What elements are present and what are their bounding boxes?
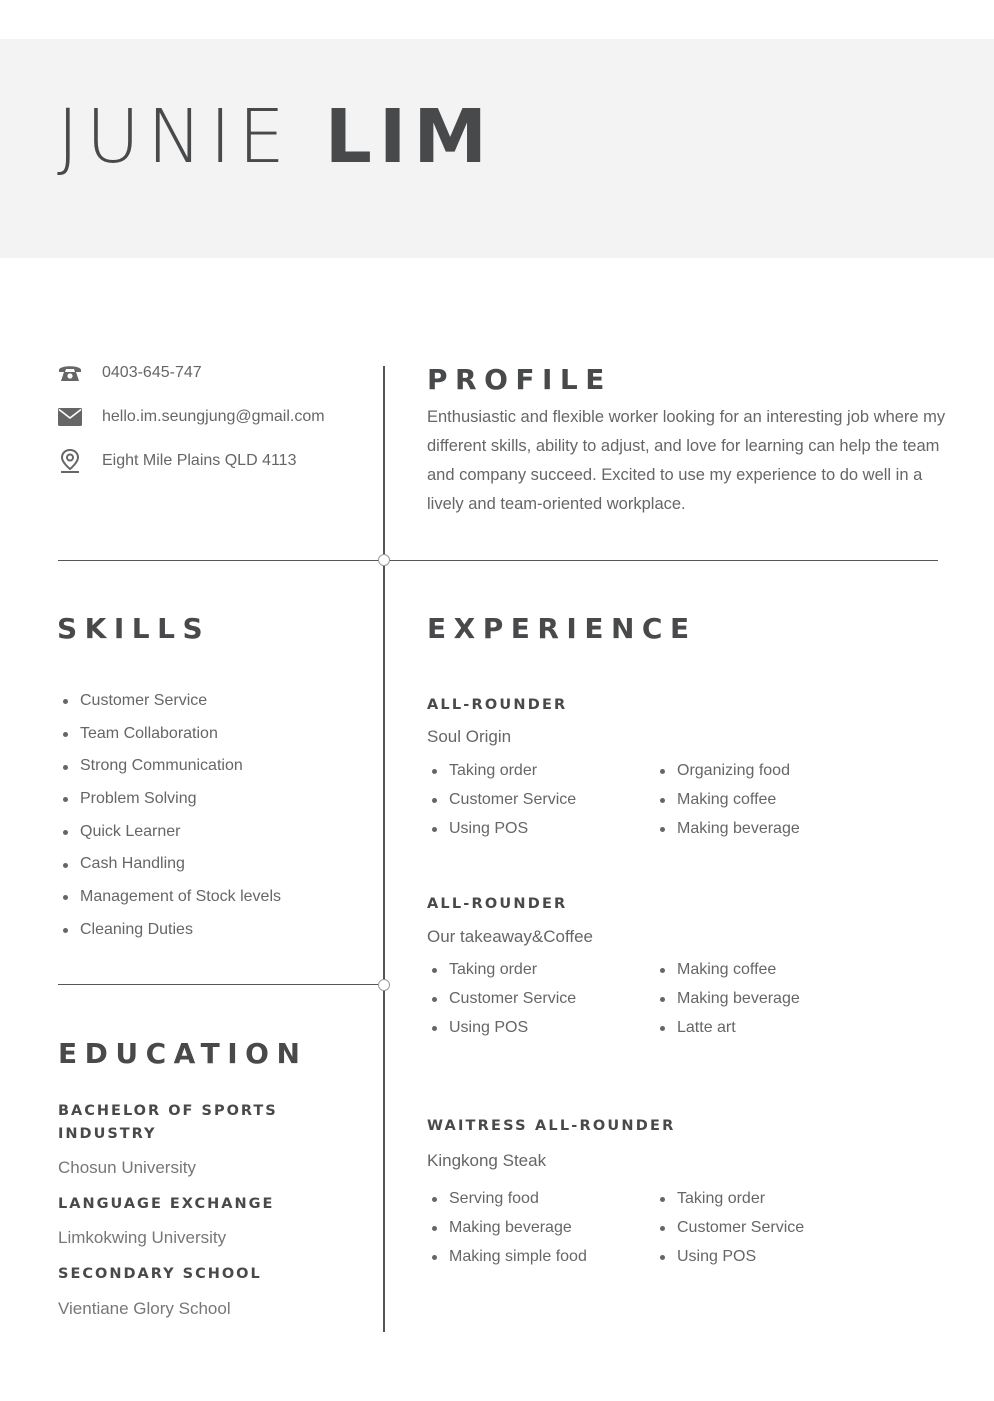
skill-item: Customer Service <box>58 685 281 718</box>
duty-item: Latte art <box>655 1013 800 1042</box>
job-role: WAITRESS ALL-ROUNDER <box>427 1118 676 1134</box>
duty-item: Taking order <box>427 955 576 984</box>
vertical-divider <box>383 366 385 1332</box>
education-heading: EDUCATION <box>58 1037 308 1070</box>
job-duties-col2 <box>655 955 800 1042</box>
duty-item: Customer Service <box>427 984 576 1013</box>
duty-item: Using POS <box>655 1242 804 1271</box>
skill-item: Problem Solving <box>58 783 281 816</box>
duty-item: Making beverage <box>427 1213 587 1242</box>
duty-item: Organizing food <box>655 756 800 785</box>
education-school: Chosun University <box>58 1158 196 1177</box>
location-pin-icon <box>57 448 83 474</box>
skill-item: Cleaning Duties <box>58 914 281 947</box>
email-address[interactable]: hello.im.seungjung@gmail.com <box>102 408 325 425</box>
duty-item: Customer Service <box>655 1213 804 1242</box>
address-text: Eight Mile Plains QLD 4113 <box>102 452 297 469</box>
profile-heading: PROFILE <box>427 363 612 396</box>
duty-item: Making beverage <box>655 984 800 1013</box>
job-role: ALL-ROUNDER <box>427 896 568 912</box>
job-duties-col1 <box>427 1184 587 1271</box>
duty-item: Making coffee <box>655 955 800 984</box>
divider-junction-dot <box>378 979 390 991</box>
contact-address <box>57 448 297 474</box>
duty-item: Making simple food <box>427 1242 587 1271</box>
skills-list <box>58 685 281 947</box>
contact-phone <box>57 360 202 386</box>
education-degree: BACHELOR OF SPORTS INDUSTRY <box>58 1103 278 1142</box>
education-degree: LANGUAGE EXCHANGE <box>58 1196 275 1212</box>
skill-item: Management of Stock levels <box>58 881 281 914</box>
duty-item: Using POS <box>427 1013 576 1042</box>
duty-item: Serving food <box>427 1184 587 1213</box>
contact-email <box>57 404 325 430</box>
skill-item: Strong Communication <box>58 750 281 783</box>
skill-item: Team Collaboration <box>58 718 281 751</box>
job-duties-col1 <box>427 955 576 1042</box>
skills-heading: SKILLS <box>57 612 211 645</box>
job-duties-col2 <box>655 1184 804 1271</box>
profile-summary: Enthusiastic and flexible worker looking for an interesting job where my different skills, ability to adjust, and love for learning can help the team and company succeed. Excited to use my experience to do well in a lively and team-oriented workplace. <box>427 408 946 513</box>
skill-item: Cash Handling <box>58 848 281 881</box>
horizontal-divider-left <box>58 984 384 985</box>
skill-item: Quick Learner <box>58 816 281 849</box>
horizontal-divider-top <box>58 560 938 561</box>
education-school: Vientiane Glory School <box>58 1299 231 1318</box>
candidate-name <box>57 94 495 180</box>
job-company: Kingkong Steak <box>427 1151 547 1170</box>
duty-item: Taking order <box>427 756 576 785</box>
phone-number[interactable]: 0403-645-747 <box>102 364 202 381</box>
duty-item: Making coffee <box>655 785 800 814</box>
education-school: Limkokwing University <box>58 1228 227 1247</box>
job-duties-col1 <box>427 756 576 843</box>
job-role: ALL-ROUNDER <box>427 697 568 713</box>
duty-item: Using POS <box>427 814 576 843</box>
first-name: JUNIE <box>57 94 292 180</box>
job-company: Soul Origin <box>427 727 512 746</box>
mail-icon <box>57 404 83 430</box>
job-company: Our takeaway&Coffee <box>427 927 593 946</box>
phone-icon <box>57 360 83 386</box>
education-degree: SECONDARY SCHOOL <box>58 1266 262 1282</box>
job-duties-col2 <box>655 756 800 843</box>
duty-item: Making beverage <box>655 814 800 843</box>
experience-heading: EXPERIENCE <box>427 612 697 645</box>
duty-item: Taking order <box>655 1184 804 1213</box>
last-name: LIM <box>324 94 495 180</box>
duty-item: Customer Service <box>427 785 576 814</box>
divider-junction-dot <box>378 554 390 566</box>
